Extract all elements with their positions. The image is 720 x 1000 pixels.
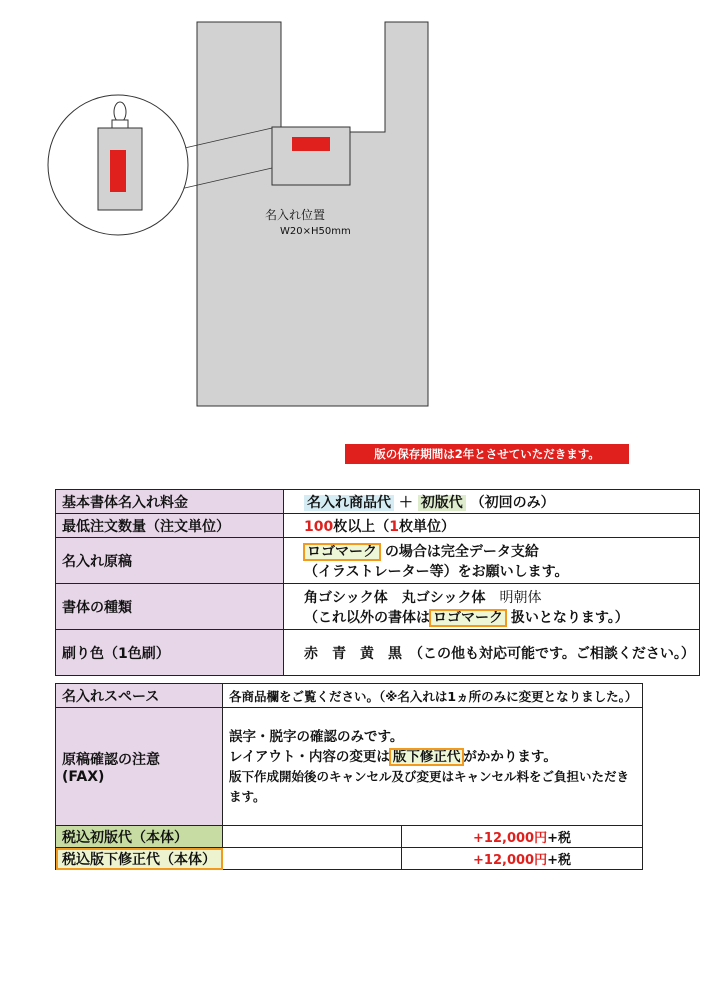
row-value <box>223 708 643 826</box>
row-value <box>284 490 700 514</box>
plus-sign: ＋ <box>398 494 413 511</box>
font-list: 角ゴシック体 丸ゴシック体 <box>304 589 486 606</box>
unit-qty: 1 <box>389 518 399 535</box>
row-header: 最低注文数量（注文単位） <box>56 514 284 538</box>
row-value <box>284 584 700 630</box>
size-label: W20×H50mm <box>280 226 351 237</box>
font-note-a: （これ以外の書体は <box>304 609 430 626</box>
row-value: 各商品欄をご覧ください。（※名入れは1ヵ所のみに変更となりました。） <box>223 684 643 708</box>
retention-notice: 版の保存期間は2年とさせていただきます。 <box>345 444 629 464</box>
row-header <box>56 708 223 826</box>
check-line2a: レイアウト・内容の変更は <box>229 748 390 765</box>
bag-illustration <box>0 0 720 420</box>
header-line2: (FAX) <box>62 768 105 785</box>
price-cell <box>402 848 643 870</box>
table-row <box>56 684 643 708</box>
imprint-area <box>272 127 350 185</box>
row-header: 刷り色（1色刷） <box>56 630 284 676</box>
check-line3: 版下作成開始後のキャンセル及び変更はキャンセル料をご負担いただきます。 <box>229 768 630 804</box>
table-row <box>56 538 700 584</box>
table-row <box>56 848 643 870</box>
table-row <box>56 630 700 676</box>
check-line1: 誤字・脱字の確認のみです。 <box>229 728 404 745</box>
row-header: 税込版下修正代（本体） <box>56 848 223 870</box>
tax: +税 <box>547 831 571 846</box>
revision-fee-tag: 版下修正代 <box>390 749 464 765</box>
item-fee: 名入れ商品代 <box>304 495 394 511</box>
empty-cell <box>223 826 402 848</box>
logo-mark-tag: ロゴマーク <box>430 610 506 626</box>
price: +12,000円 <box>473 853 548 868</box>
row-header: 書体の種類 <box>56 584 284 630</box>
manuscript-line2: （イラストレーター等）をお願いします。 <box>304 563 569 580</box>
imprint-mark <box>292 137 330 151</box>
row-header: 名入れ原稿 <box>56 538 284 584</box>
unit-suffix: 枚単位） <box>398 518 455 535</box>
price-cell <box>402 826 643 848</box>
first-plate-fee: 初版代 <box>418 495 466 511</box>
header-line1: 原稿確認の注意 <box>62 751 160 768</box>
tax: +税 <box>547 853 571 868</box>
logo-mark-tag: ロゴマーク <box>304 544 380 560</box>
manuscript-line1: の場合は完全データ支給 <box>384 543 539 560</box>
table-row <box>56 708 643 826</box>
row-header: 基本書体名入れ料金 <box>56 490 284 514</box>
table-row <box>56 826 643 848</box>
position-label: 名入れ位置 <box>265 208 326 222</box>
first-time-note: （初回のみ） <box>470 494 555 511</box>
row-value <box>284 630 700 676</box>
row-value <box>284 538 700 584</box>
row-header: 名入れスペース <box>56 684 223 708</box>
row-header: 税込初版代（本体） <box>56 826 223 848</box>
price: +12,000円 <box>473 831 548 846</box>
qty-suffix: 枚以上（ <box>333 518 390 535</box>
min-qty: 100 <box>304 518 334 535</box>
font-note-b: 扱いとなります。） <box>510 609 629 626</box>
notes-table <box>55 683 643 870</box>
check-line2b: がかかります。 <box>463 748 557 765</box>
tag-imprint-mark <box>110 150 126 192</box>
pricing-table <box>55 489 700 676</box>
table-row <box>56 490 700 514</box>
tag-clip <box>112 120 128 128</box>
font-mincho: 明朝体 <box>499 589 542 606</box>
print-colors: 赤 青 黄 黒 （この他も対応可能です。ご相談ください。） <box>304 645 695 662</box>
empty-cell <box>223 848 402 870</box>
table-row <box>56 584 700 630</box>
row-value <box>284 514 700 538</box>
table-row <box>56 514 700 538</box>
